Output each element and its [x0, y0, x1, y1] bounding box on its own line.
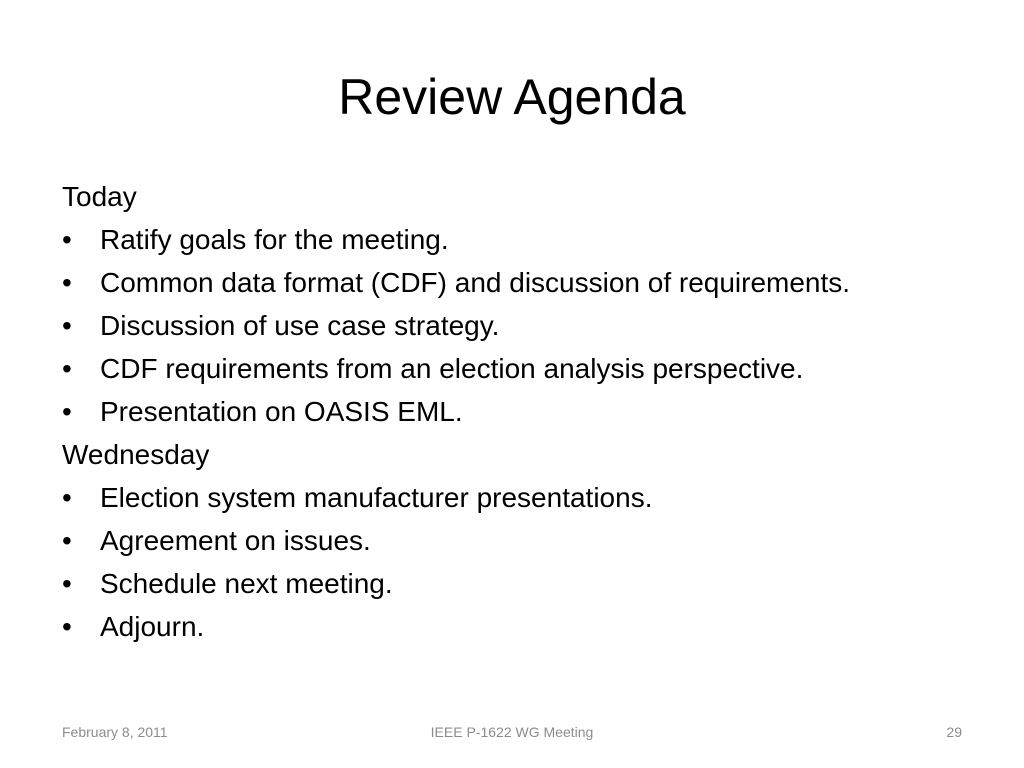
list-item [62, 266, 962, 300]
agenda-body [62, 180, 962, 653]
list-item [62, 309, 962, 343]
bullet-icon: • [62, 396, 72, 427]
bullet-icon: • [62, 224, 72, 255]
list-item [62, 223, 962, 257]
list-item-text: Common data format (CDF) and discussion of requirements. [100, 267, 851, 298]
list-item-text: CDF requirements from an election analysis perspective. [100, 353, 804, 384]
bullet-icon: • [62, 310, 72, 341]
bullet-icon: • [62, 482, 72, 513]
page-number: 29 [946, 724, 962, 740]
list-item-text: Schedule next meeting. [100, 568, 393, 599]
bullet-icon: • [62, 525, 72, 556]
list-item [62, 481, 962, 515]
wednesday-list [62, 481, 962, 644]
list-item [62, 567, 962, 601]
list-item-text: Election system manufacturer presentations. [100, 482, 653, 513]
list-item-text: Adjourn. [100, 611, 205, 642]
list-item-text: Discussion of use case strategy. [100, 310, 500, 341]
list-item-text: Presentation on OASIS EML. [100, 396, 463, 427]
list-item-text: Ratify goals for the meeting. [100, 224, 449, 255]
list-item [62, 395, 962, 429]
list-item [62, 610, 962, 644]
section-heading-today: Today [62, 181, 137, 212]
list-item-text: Agreement on issues. [100, 525, 371, 556]
bullet-icon: • [62, 611, 72, 642]
footer-date: February 8, 2011 [62, 724, 168, 740]
bullet-icon: • [62, 353, 72, 384]
list-item [62, 352, 962, 386]
slide-title: Review Agenda [338, 69, 686, 125]
list-item [62, 524, 962, 558]
bullet-icon: • [62, 267, 72, 298]
bullet-icon: • [62, 568, 72, 599]
section-heading-wednesday: Wednesday [62, 439, 210, 470]
footer-title: IEEE P-1622 WG Meeting [430, 724, 594, 740]
today-list [62, 223, 962, 429]
